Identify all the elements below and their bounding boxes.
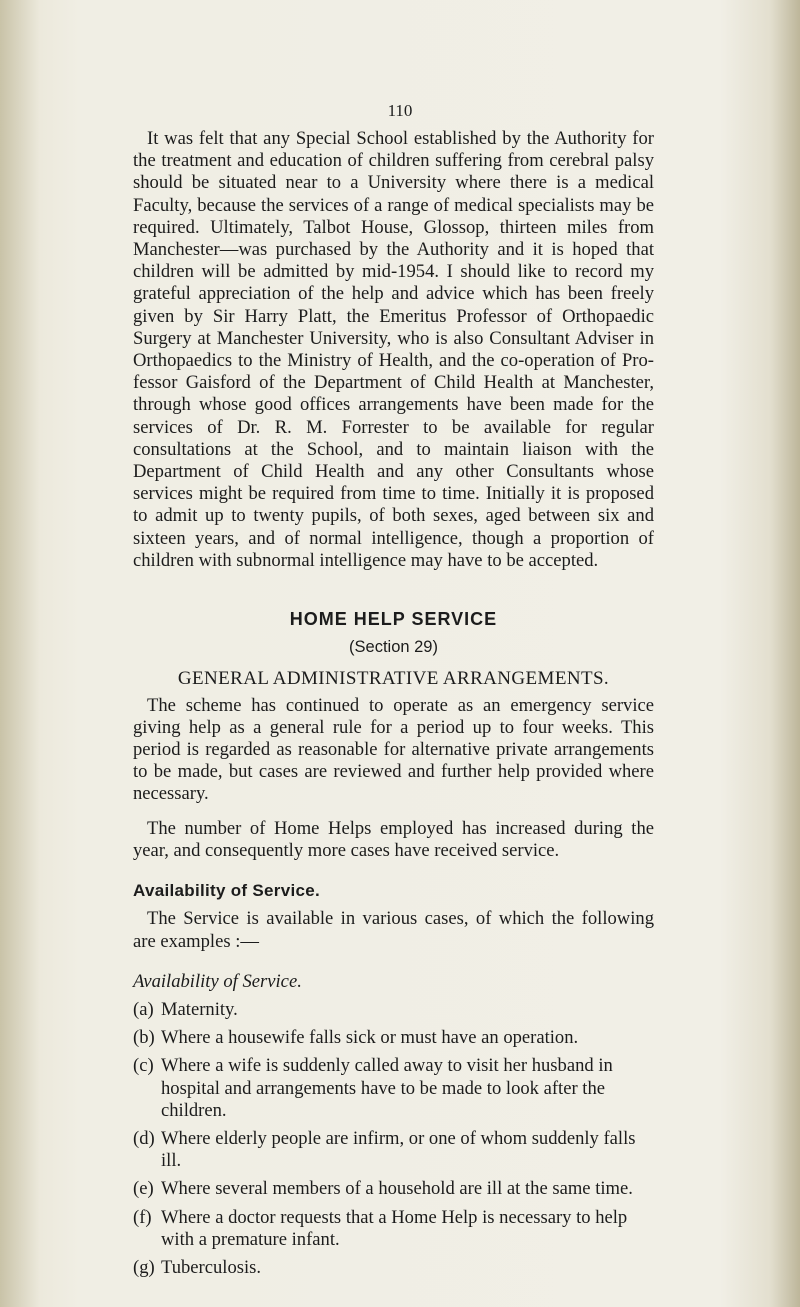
item-text: Where elderly people are infirm, or one of whom suddenly falls ill.: [161, 1127, 636, 1172]
item-text: Where a doctor requests that a Home Help is necessary to help with a premature infant.: [161, 1206, 628, 1250]
item-label: (a): [133, 998, 154, 1020]
item-label: (c): [133, 1055, 154, 1077]
section-heading: HOME HELP SERVICE: [289, 609, 498, 630]
availability-list: [133, 999, 654, 1279]
list-item: [133, 1257, 654, 1279]
intro-paragraph: It was felt that any Special School established by the Authority for the treatment and education of children suffering from cerebral palsy should be situated near to a University where there is a medical Faculty, because the services of a range of medical specialists may be required. Ultimately, Talbot House, Glossop, thirteen miles from Manchester—was purchased by the Authority and it is hoped that children will be admitted by mid-1954. I should like to record my grateful appreciation of the help and advice which has been freely given by Sir Harry Platt, the Emeritus Professor of Orthopaedic Surgery at Manchester University, who is also Consultant Adviser in Orthopaedics to the Ministry of Health, and the co-operation of Professor Gaisford of the Department of Child Health at Manchester, through whose good offices arrangements have been made for the services of Dr. R. M. Forrester to be available for regular consultations at the School, and to maintain liaison with the Department of Child Health and any other Consultants whose services might be required from time to time. Initially it is proposed to admit up to twenty pupils, of both sexes, aged between six and sixteen years, and of normal intelligence, though a proportion of children with subnormal intelligence may have to be accepted.: [133, 128, 654, 571]
section-subheading: (Section 29): [349, 638, 438, 657]
page-number: 110: [387, 101, 413, 120]
item-label: (g): [133, 1256, 155, 1278]
list-item: [133, 1207, 654, 1251]
availability-paragraph: The Service is available in various cases, of which the following are examples :—: [133, 908, 654, 952]
item-text: Where several members of a household are ill at the same time.: [161, 1178, 633, 1200]
list-item: [133, 1055, 654, 1122]
item-label: (f): [133, 1206, 152, 1228]
general-paragraph-2: The number of Home Helps employed has increased during the year, and consequently more cases have received service.: [133, 817, 654, 861]
availability-heading: Availability of Service.: [133, 881, 321, 901]
item-text: Tuberculosis.: [161, 1256, 262, 1278]
page-content: [133, 128, 654, 1285]
item-text: Maternity.: [161, 998, 238, 1020]
item-label: (e): [133, 1178, 154, 1200]
list-item: [133, 1128, 654, 1172]
general-paragraph-1: The scheme has continued to operate as an emergency service giving help as a general rule for a period up to four weeks. This period is regarded as reasonable for alternative private arrangements to be made, but cases are reviewed and further help provided where necessary.: [133, 694, 654, 805]
general-heading: GENERAL ADMINISTRATIVE ARRANGEMENTS.: [177, 668, 610, 690]
list-item: [133, 1027, 654, 1049]
item-text: Where a housewife falls sick or must have an operation.: [161, 1027, 579, 1049]
item-label: (b): [133, 1027, 155, 1049]
item-text: Where a wife is suddenly called away to visit her husband in hospital and arrangements have to be made to look after the children.: [161, 1055, 613, 1121]
availability-italic-heading: Availability of Service.: [133, 970, 302, 992]
item-label: (d): [133, 1127, 155, 1149]
list-item: [133, 999, 654, 1021]
list-item: [133, 1178, 654, 1200]
